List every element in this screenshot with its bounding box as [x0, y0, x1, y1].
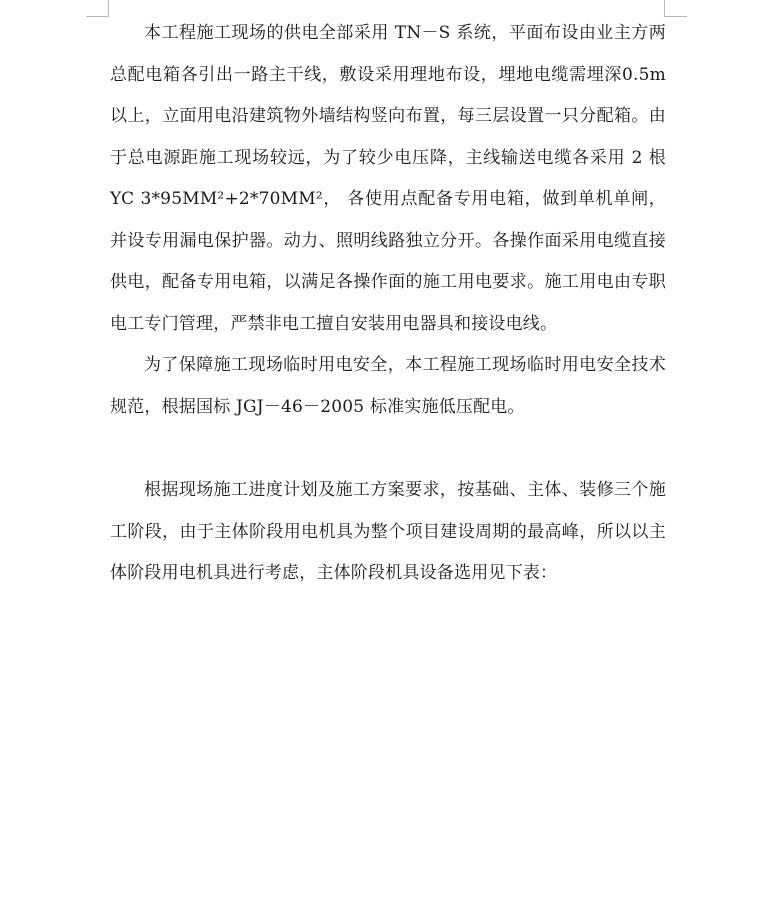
- paragraph-power-supply: 本工程施工现场的供电全部采用 TN－S 系统，平面布设由业主方两总配电箱各引出一路主干线，敷设采用理地布设，埋地电缆需埋深0.5m 以上，立面用电沿建筑物外墙结构竖向布置，每三层设置一只分配箱。由于总电源距施工现场较远，为了较少电压降，主线输送电缆各采用 2 根 YC 3*95MM²+2*70MM²， 各使用点配备专用电箱，做到单机单闸，并设专用漏电保护器。动力、照明线路独立分开。各操作面采用电缆直接供电，配备专用电箱，以满足各操作面的施工用电要求。施工用电由专职电工专门管理，严禁非电工擅自安装用电器具和接设电线。: [110, 23, 666, 334]
- document-body: [110, 13, 666, 595]
- margin-corner-mark-right: [664, 0, 687, 17]
- margin-corner-mark-left: [86, 0, 109, 17]
- paragraph-spacer: [110, 428, 666, 470]
- paragraph-safety-standard: 为了保障施工现场临时用电安全，本工程施工现场临时用电安全技术规范，根据国标 JGJ－46－2005 标准实施低压配电。: [110, 355, 666, 417]
- paragraph-equipment-selection: 根据现场施工进度计划及施工方案要求，按基础、主体、装修三个施工阶段，由于主体阶段用电机具为整个项目建设周期的最高峰，所以以主体阶段用电机具进行考虑，主体阶段机具设备选用见下表：: [110, 480, 666, 583]
